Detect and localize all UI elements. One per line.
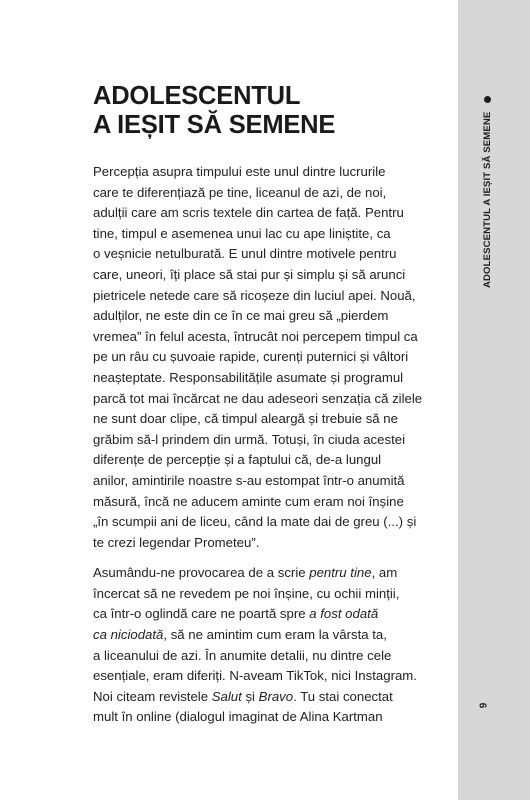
text-run: Asumându-ne provocarea de a scrie — [93, 565, 310, 581]
text-line: pietricele netede care să ricoșeze din luciul apei. Nouă, — [93, 287, 416, 303]
paragraph-2 — [93, 563, 443, 728]
text-line: Percepția asupra timpului este unul dintre lucrurile — [93, 164, 386, 179]
emphasis-text: ca niciodată — [93, 627, 164, 643]
emphasis-text: Bravo — [258, 688, 294, 704]
sidebar-title-label: ADOLESCENTUL A IEȘIT SĂ SEMENE — [481, 111, 493, 288]
text-run: Noi citeam revistele — [93, 688, 212, 704]
text-line: pe un râu cu șuvoaie rapide, curenți puternici și vâltori — [93, 349, 409, 365]
text-run: și — [241, 688, 259, 704]
text-line: o veșnicie netulburată. E unul dintre motivele pentru — [93, 246, 397, 262]
text-line — [93, 563, 443, 584]
text-line: anilor, amintirile noastre s-au estompat într-o anumită — [93, 472, 405, 488]
text-run: , să ne amintim cum eram la vârsta ta, — [163, 627, 387, 643]
chapter-body — [93, 162, 443, 728]
chapter-title-line-2: A IEȘIT SĂ SEMENE — [93, 111, 336, 139]
sidebar-tab — [458, 0, 530, 800]
text-line: te crezi legendar Prometeu”. — [93, 534, 260, 550]
emphasis-text: Salut — [211, 688, 242, 704]
text-run: , am — [371, 565, 398, 581]
emphasis-text: a fost odată — [309, 606, 379, 622]
chapter-title-line-1: ADOLESCENTUL — [93, 82, 301, 110]
text-run: . Tu stai conectat — [293, 688, 393, 704]
text-line: grăbim să-l prindem din urmă. Totuși, în ciuda acestei — [93, 431, 406, 447]
text-line: care, uneori, îți place să stai pur și simplu și să arunci — [93, 266, 406, 282]
text-line — [93, 604, 443, 625]
text-line: esențiale, eram diferiți. N-aveam TikTok, nici Instagram. — [93, 668, 417, 684]
text-line: vremea” în felul acesta, întrucât noi percepem timpul ca — [93, 328, 418, 344]
sidebar-running-title-text — [480, 96, 494, 288]
text-line: diferențe de percepție și a faptului că, de-a lungul — [93, 452, 382, 468]
text-line — [93, 687, 443, 708]
text-line: care te diferențiază pe tine, liceanul de azi, de noi, — [93, 184, 387, 200]
emphasis-text: pentru tine — [309, 565, 372, 581]
text-line: măsură, încă ne aducem aminte cum eram noi înșine — [93, 493, 404, 509]
text-line: „în scumpii ani de liceu, când la mate dai de greu (...) și — [93, 514, 417, 530]
sidebar-running-title — [480, 96, 494, 296]
text-run: ca într-o oglindă care ne poartă spre — [93, 606, 310, 622]
text-line: a liceanului de azi. În anumite detalii, nu dintre cele — [93, 647, 392, 663]
text-line: neașteptate. Responsabilitățile asumate și programul — [93, 369, 404, 385]
text-line: mult în online (dialogul imaginat de Alina Kartman — [93, 709, 383, 725]
text-line: ne sunt doar clipe, că timpul aleargă și trebuie să ne — [93, 411, 398, 427]
chapter-title — [93, 82, 335, 140]
text-line: adulților, ne este din ce în ce mai greu să „pierdem — [93, 308, 389, 324]
text-line: adulții care am scris textele din cartea de față. Pentru — [93, 205, 404, 221]
text-line: tine, timpul e asemenea unui lac cu ape liniștite, ca — [93, 225, 391, 241]
text-line: parcă tot mai încărcat ne dau adeseori senzația că zilele — [93, 390, 423, 406]
text-line — [93, 625, 443, 646]
page-number — [477, 700, 491, 714]
text-line: încercat să ne revedem pe noi înșine, cu ochii minții, — [93, 585, 400, 601]
paragraph-1 — [93, 162, 443, 553]
bullet-dot-icon — [484, 96, 491, 103]
page-number-label: 9 — [478, 702, 490, 709]
